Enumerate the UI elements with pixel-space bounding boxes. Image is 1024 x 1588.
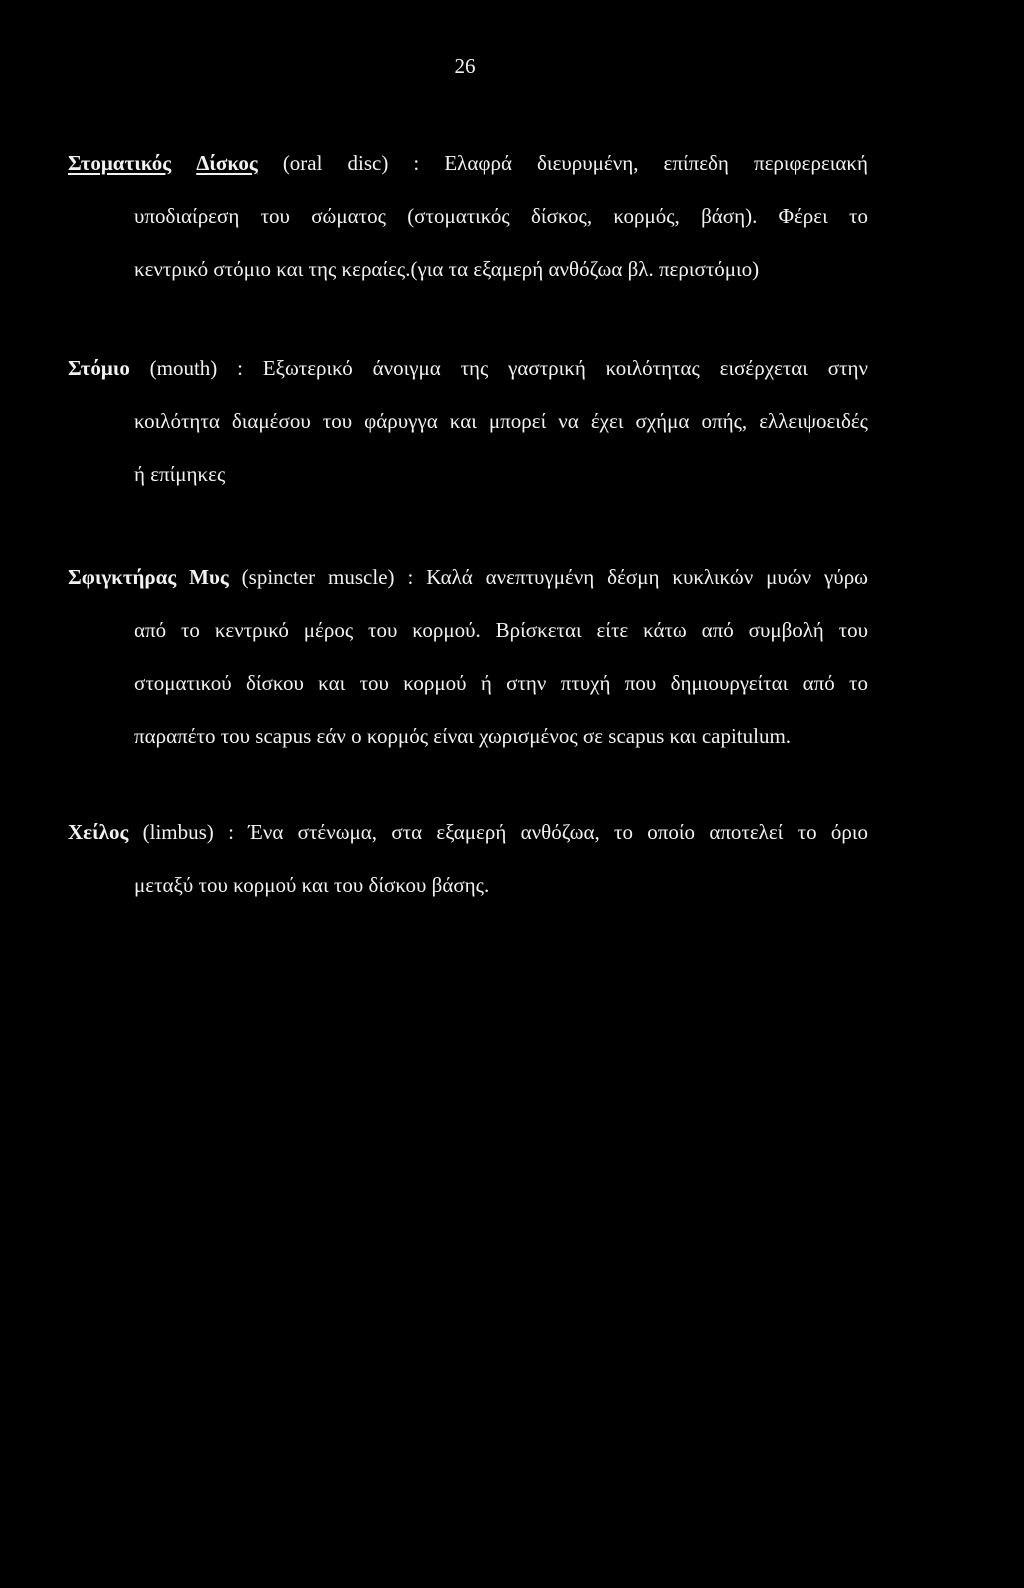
entry-definition-line: κοιλότητα διαμέσου του φάρυγγα και μπορεί να έχει σχήμα οπής, ελλειψοειδές [134, 409, 868, 433]
entry-definition-line: στοματικού δίσκου και του κορμού ή στην πτυχή που δημιουργείται από το [134, 671, 868, 695]
page-number: 26 [454, 54, 476, 78]
entry-term: Χείλος [68, 820, 129, 844]
entry-first-line [68, 137, 868, 190]
entry-definition-line: μεταξύ του κορμού και του δίσκου βάσης. [134, 873, 490, 897]
entry-term: Στοματικός [68, 151, 172, 175]
entry-term: Στόμιο [68, 356, 130, 380]
entry-term: Σφιγκτήρας Μυς [68, 565, 229, 589]
glossary-entry-oral-disc [68, 137, 868, 296]
entry-first-line [68, 806, 868, 859]
entry-definition-line: κεντρικό στόμιο και της κεραίες.(για τα εξαμερή ανθόζωα βλ. περιστόμιο) [134, 257, 760, 281]
glossary-entry-limbus [68, 806, 868, 912]
entry-definition-line: (spincter muscle) : Καλά ανεπτυγμένη δέσμη κυκλικών μυών γύρω [241, 565, 868, 589]
entry-definition-line: παραπέτο του scapus εάν ο κορμός είναι χωρισμένος σε scapus και capitulum. [134, 724, 792, 748]
entry-first-line [68, 551, 868, 604]
entry-term-second-word: Δίσκος [196, 151, 258, 175]
entry-definition-line: (limbus) : Ένα στένωμα, στα εξαμερή ανθόζωα, το οποίο αποτελεί το όριο [142, 820, 869, 844]
entry-definition-line: από το κεντρικό μέρος του κορμού. Βρίσκεται είτε κάτω από συμβολή του [134, 618, 868, 642]
glossary-entry-mouth [68, 342, 868, 501]
entry-definition-line: υποδιαίρεση του σώματος (στοματικός δίσκος, κορμός, βάση). Φέρει το [134, 204, 868, 228]
entry-first-line [68, 342, 868, 395]
glossary-entry-sphincter-muscle [68, 551, 868, 763]
entry-definition-line: (mouth) : Εξωτερικό άνοιγμα της γαστρική κοιλότητας εισέρχεται στην [149, 356, 868, 380]
entry-definition-line: (oral disc) : Ελαφρά διευρυμένη, επίπεδη περιφερειακή [282, 151, 868, 175]
entry-definition-line: ή επίμηκες [134, 462, 226, 486]
